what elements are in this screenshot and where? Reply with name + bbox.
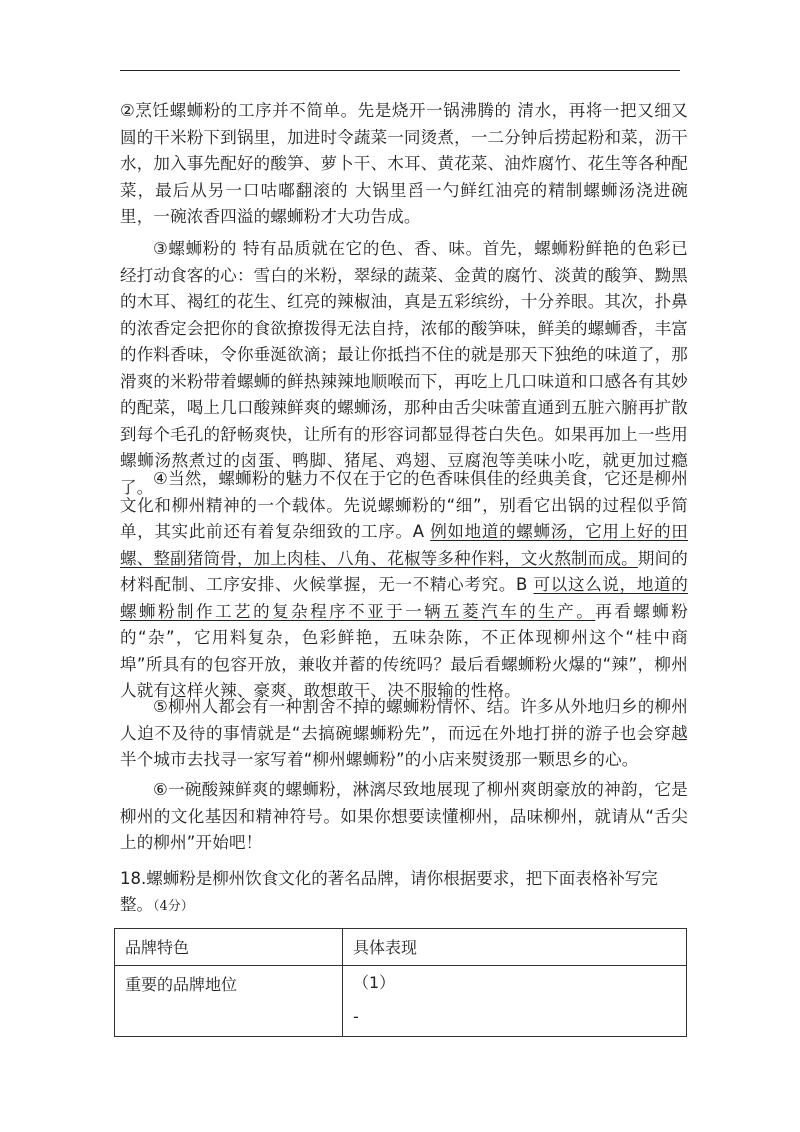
paragraph-4-text-3: 再看螺蛳粉的“杂”，它用料复杂，色彩鲜艳，五味杂陈，不正体现柳州这个“桂中商埠”所具有的包容开放，兼收并蓄的传统吗？最后看螺蛳粉火爆的“辣”，柳州人就有这样火辣、豪爽、敢想敢干、决不服输的性格。 [120, 601, 689, 700]
question-points: （4分） [153, 899, 194, 914]
paragraph-4-text-2: 期间的材料配制、工序安排、火候掌握，无一不精心考究。B [120, 548, 689, 594]
answer-dash: - [353, 1007, 359, 1026]
paragraph-4-text-1: ④当然，螺蛳粉的魅力不仅在于它的色香味俱佳的经典美食，它还是柳州文化和柳州精神的一个载体。先说螺蛳粉的“细”，别看它出锅的过程似乎简单，其实此前还有着复杂细致的工序。A [120, 469, 688, 541]
question-text: 18.螺蛳粉是柳州饮食文化的著名品牌，请你根据要求，把下面表格补写完整。 [120, 869, 658, 914]
row-feature-cell: 重要的品牌地位 [115, 966, 343, 1037]
underlined-sentence-a: 例如地道的螺蛳汤，它用上好的田螺、整副猪筒骨，加上肉桂、八角、花椒等多种作料，文火熬制而成。 [120, 522, 688, 568]
paragraph-2: ②烹饪螺蛳粉的工序并不简单。先是烧开一锅沸腾的 清水，再将一把又细又圆的干米粉下到锅里，加进时令蔬菜一同烫煮，一二分钟后捞起粉和菜，沥干水，加入事先配好的酸笋、萝卜干、木耳、黄花菜、油炸腐竹、花生等各种配菜，最后从另一口咕嘟翻滚的 大锅里舀一勺鲜红油亮的精制螺蛳汤浇进碗里，一碗浓香四溢的螺蛳粉才大功告成。 [120, 101, 688, 226]
question-18 [120, 866, 688, 920]
paragraph-6: ⑥一碗酸辣鲜爽的螺蛳粉，淋漓尽致地展现了柳州爽朗豪放的神韵，它是柳州的文化基因和精神符号。如果你想要读懂柳州，品味柳州，就请从“舌尖上的柳州”开始吧！ [120, 780, 688, 852]
underlined-sentence-b: 可以这么说，地道的螺蛳粉制作工艺的复杂程序不亚于一辆五菱汽车的生产。 [120, 575, 688, 621]
answer-cell[interactable] [343, 966, 687, 1037]
brand-table [114, 928, 687, 1037]
table-header-row [115, 929, 687, 966]
answer-label: （1） [353, 973, 396, 992]
table-row [115, 966, 687, 1037]
paragraph-3: ③螺蛳粉的 特有品质就在它的色、香、味。首先，螺蛳粉鲜艳的色彩已经打动食客的心：雪白的米粉，翠绿的蔬菜、金黄的腐竹、淡黄的酸笋、黝黑的木耳、褐红的花生、红亮的辣椒油，真是五彩缤纷，十分养眼。其次，扑鼻的浓香定会把你的食欲撩拨得无法自持，浓郁的酸笋味，鲜美的螺蛳香，丰富的作料香味，令你垂涎欲滴；最让你抵挡不住的就是那天下独绝的味道了，那滑爽的米粉带着螺蛳的鲜热辣辣地顺喉而下，再吃上几口味道和口感各有其妙的配菜，喝上几口酸辣鲜爽的螺蛳汤，那种由舌尖味蕾直通到五脏六腑再扩散到每个毛孔的舒畅爽快，让所有的形容词都显得苍白失色。如果再加上一些用螺蛳汤熬煮过的卤蛋、鸭脚、猪尾、鸡翅、豆腐泡等美味小吃，就更加过瘾了。 [120, 239, 688, 497]
header-brand-feature: 品牌特色 [115, 929, 343, 966]
header-specific-performance: 具体表现 [343, 929, 687, 966]
paragraph-5: ⑤柳州人都会有一种割舍不掉的螺蛳粉情怀、结。许多从外地归乡的柳州人迫不及待的事情就是“去搞碗螺蛳粉先”，而远在外地打拼的游子也会穿越半个城市去找寻一家写着“柳州螺蛳粉”的小店来熨烫那一颗思乡的心。 [120, 697, 688, 769]
paragraph-4 [120, 466, 688, 705]
top-divider [120, 70, 680, 71]
